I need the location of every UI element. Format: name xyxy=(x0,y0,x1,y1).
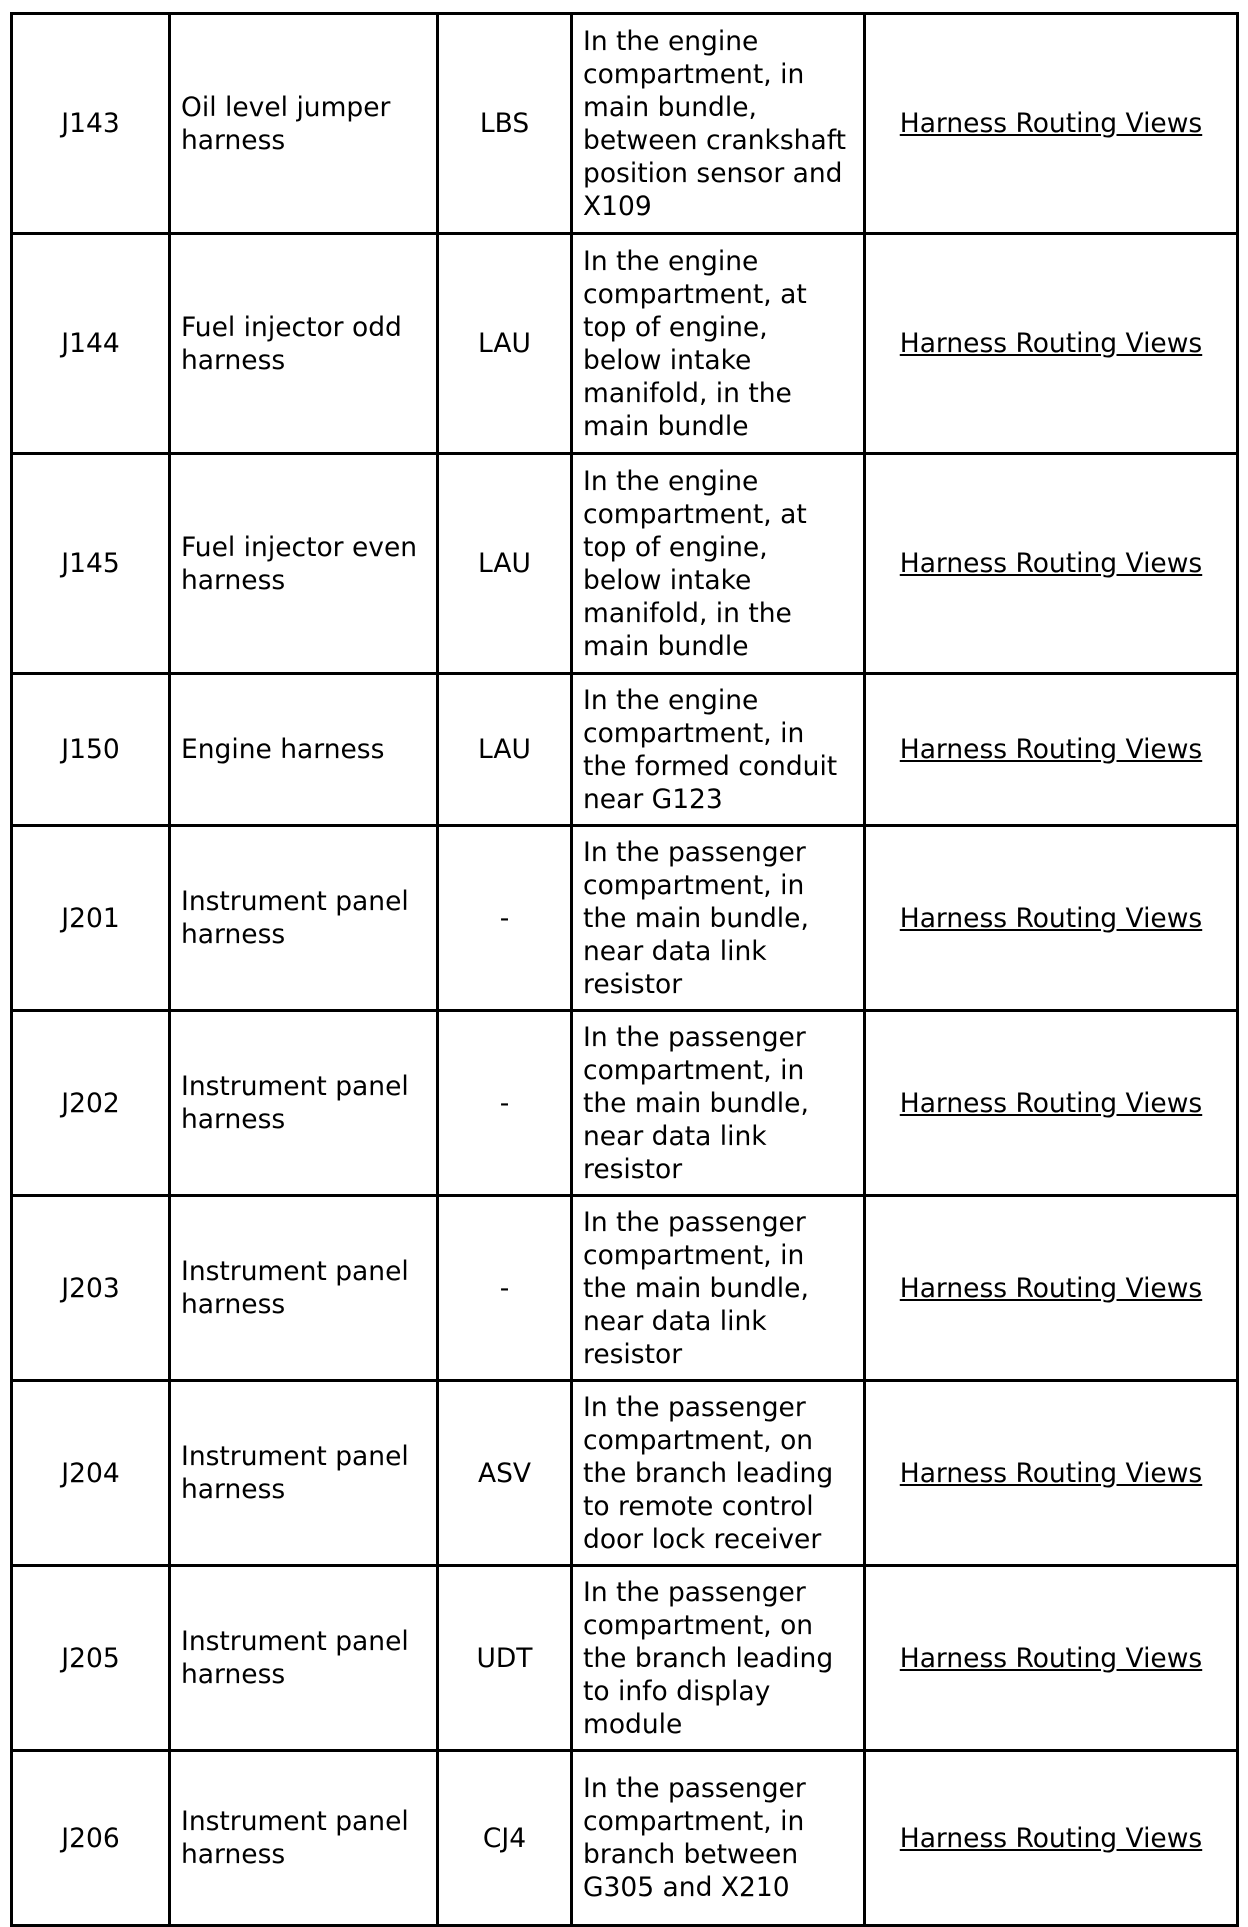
connector-id: J143 xyxy=(12,14,170,234)
location-code: UDT xyxy=(438,1566,572,1751)
location-code: ASV xyxy=(438,1381,572,1566)
placement-description: In the engine compartment, in the formed conduit near G123 xyxy=(572,674,865,826)
table-row xyxy=(12,826,1238,1011)
harness-routing-link-cell xyxy=(865,674,1238,826)
placement-description: In the passenger compartment, on the branch leading to remote control door lock receiver xyxy=(572,1381,865,1566)
harness-routing-views-link[interactable]: Harness Routing Views xyxy=(899,902,1203,934)
placement-description: In the passenger compartment, in the main bundle, near data link resistor xyxy=(572,826,865,1011)
harness-name: Fuel injector odd harness xyxy=(170,234,438,454)
location-code: - xyxy=(438,826,572,1011)
location-code: LAU xyxy=(438,454,572,674)
placement-description: In the passenger compartment, in the main bundle, near data link resistor xyxy=(572,1011,865,1196)
table-row xyxy=(12,1381,1238,1566)
harness-name: Fuel injector even harness xyxy=(170,454,438,674)
placement-description: In the passenger compartment, on the branch leading to info display module xyxy=(572,1566,865,1751)
harness-routing-link-cell xyxy=(865,826,1238,1011)
harness-name: Engine harness xyxy=(170,674,438,826)
location-code: - xyxy=(438,1011,572,1196)
placement-description: In the passenger compartment, in branch between G305 and X210 xyxy=(572,1751,865,1926)
placement-description: In the engine compartment, in main bundle, between crankshaft position sensor and X109 xyxy=(572,14,865,234)
harness-name: Instrument panel harness xyxy=(170,1196,438,1381)
connector-id: J206 xyxy=(12,1751,170,1926)
table-row xyxy=(12,1011,1238,1196)
location-code: LBS xyxy=(438,14,572,234)
placement-description: In the engine compartment, at top of engine, below intake manifold, in the main bundle xyxy=(572,234,865,454)
connector-id: J203 xyxy=(12,1196,170,1381)
placement-description: In the engine compartment, at top of engine, below intake manifold, in the main bundle xyxy=(572,454,865,674)
harness-routing-views-link[interactable]: Harness Routing Views xyxy=(899,1642,1203,1674)
harness-name: Instrument panel harness xyxy=(170,1566,438,1751)
connector-id: J144 xyxy=(12,234,170,454)
harness-routing-views-link[interactable]: Harness Routing Views xyxy=(899,1457,1203,1489)
harness-name: Instrument panel harness xyxy=(170,1011,438,1196)
harness-routing-views-link[interactable]: Harness Routing Views xyxy=(899,1087,1203,1119)
table-row xyxy=(12,1196,1238,1381)
connector-id: J205 xyxy=(12,1566,170,1751)
location-code: LAU xyxy=(438,674,572,826)
harness-routing-views-link[interactable]: Harness Routing Views xyxy=(899,1272,1203,1304)
harness-routing-views-link[interactable]: Harness Routing Views xyxy=(899,328,1203,359)
location-code: CJ4 xyxy=(438,1751,572,1926)
location-code: - xyxy=(438,1196,572,1381)
harness-routing-views-link[interactable]: Harness Routing Views xyxy=(899,108,1203,139)
table-row xyxy=(12,234,1238,454)
table-row xyxy=(12,14,1238,234)
location-code: LAU xyxy=(438,234,572,454)
harness-routing-views-link[interactable]: Harness Routing Views xyxy=(899,548,1203,579)
harness-routing-link-cell xyxy=(865,454,1238,674)
harness-routing-link-cell xyxy=(865,234,1238,454)
harness-routing-views-link[interactable]: Harness Routing Views xyxy=(899,734,1203,765)
harness-routing-link-cell xyxy=(865,1011,1238,1196)
table-row xyxy=(12,454,1238,674)
harness-routing-views-link[interactable]: Harness Routing Views xyxy=(899,1822,1203,1854)
harness-routing-link-cell xyxy=(865,1751,1238,1926)
connector-id: J202 xyxy=(12,1011,170,1196)
connector-id: J204 xyxy=(12,1381,170,1566)
harness-routing-link-cell xyxy=(865,1566,1238,1751)
table-row xyxy=(12,1566,1238,1751)
harness-connector-table xyxy=(10,12,1239,1927)
connector-id: J145 xyxy=(12,454,170,674)
connector-id: J150 xyxy=(12,674,170,826)
harness-name: Instrument panel harness xyxy=(170,1751,438,1926)
harness-name: Instrument panel harness xyxy=(170,826,438,1011)
connector-id: J201 xyxy=(12,826,170,1011)
table-row xyxy=(12,1751,1238,1926)
harness-routing-link-cell xyxy=(865,14,1238,234)
table-row xyxy=(12,674,1238,826)
harness-name: Oil level jumper harness xyxy=(170,14,438,234)
harness-routing-link-cell xyxy=(865,1196,1238,1381)
placement-description: In the passenger compartment, in the main bundle, near data link resistor xyxy=(572,1196,865,1381)
harness-routing-link-cell xyxy=(865,1381,1238,1566)
harness-name: Instrument panel harness xyxy=(170,1381,438,1566)
